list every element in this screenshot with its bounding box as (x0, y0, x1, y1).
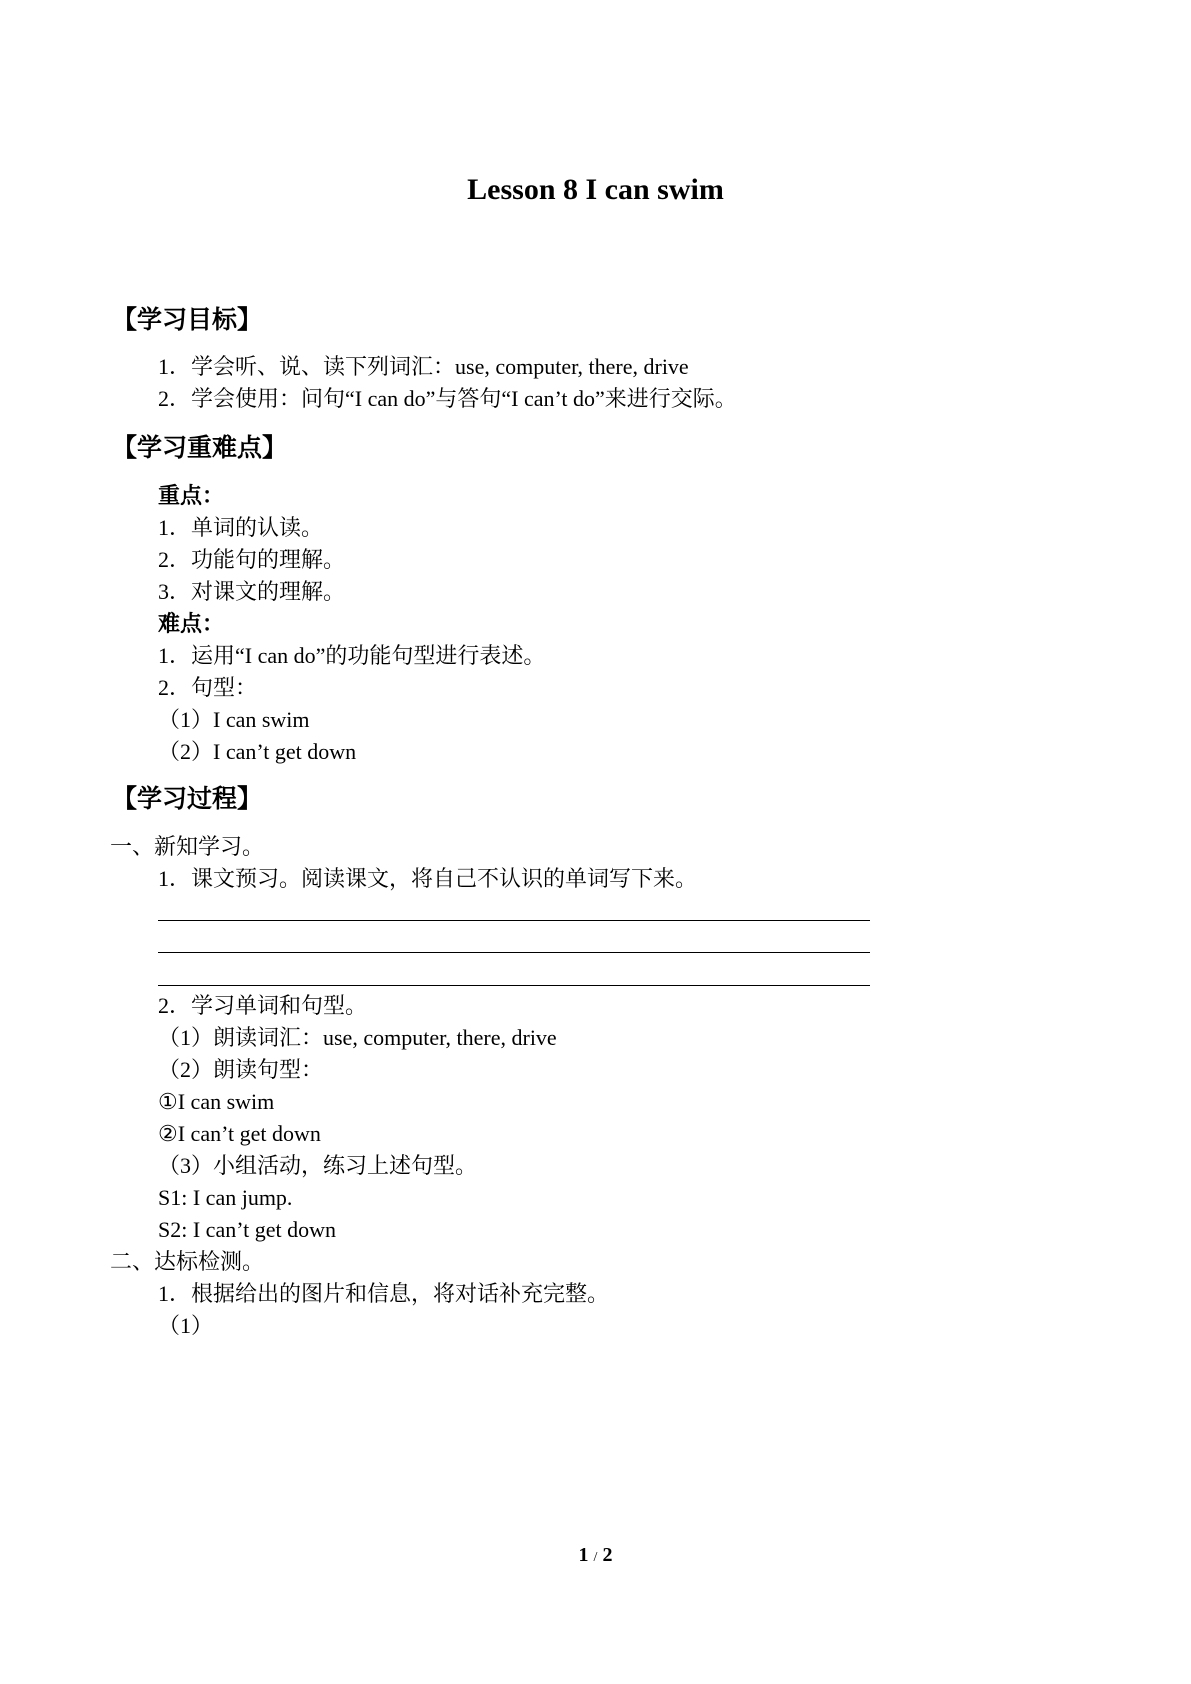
part1-dialog2: S2: I can’t get down (158, 1217, 337, 1242)
key-item-2: 2．功能句的理解。 (158, 547, 346, 572)
current-page: 1 (578, 1544, 589, 1566)
difficult-item-1: 1．运用“I can do”的功能句型进行表述。 (158, 643, 546, 668)
part2-sub1: （1） (158, 1313, 214, 1338)
objectives-heading: 【学习目标】 (112, 305, 263, 334)
part1-dialog1: S1: I can jump. (158, 1185, 293, 1210)
part1-step1: 1．课文预习。阅读课文，将自己不认识的单词写下来。 (158, 866, 698, 891)
difficult-item-4: （2）I can’t get down (158, 739, 357, 764)
key-item-3: 3．对课文的理解。 (158, 579, 346, 604)
page-title: Lesson 8 I can swim (467, 173, 724, 206)
key-item-1: 1．单词的认读。 (158, 515, 324, 540)
part1-title: 一、新知学习。 (110, 834, 265, 859)
page-separator: / (593, 1550, 598, 1565)
total-pages: 2 (602, 1544, 613, 1566)
difficult-item-3: （1）I can swim (158, 707, 310, 732)
difficult-label: 难点： (158, 611, 225, 636)
key-points-heading: 【学习重难点】 (112, 433, 288, 462)
part1-step2: 2．学习单词和句型。 (158, 993, 368, 1018)
process-heading: 【学习过程】 (112, 784, 263, 813)
key-label: 重点： (158, 483, 225, 508)
part1-sub3: （3）小组活动，练习上述句型。 (158, 1153, 478, 1178)
answer-blank-line (158, 952, 870, 953)
part1-pattern1: ①I can swim (158, 1089, 275, 1114)
part2-title: 二、达标检测。 (110, 1249, 265, 1274)
objective-item-1: 1．学会听、说、读下列词汇：use, computer, there, drive (158, 354, 689, 379)
answer-blank-line (158, 985, 870, 986)
part2-step1: 1．根据给出的图片和信息，将对话补充完整。 (158, 1281, 610, 1306)
part1-pattern2: ②I can’t get down (158, 1121, 321, 1146)
part1-sub1: （1）朗读词汇：use, computer, there, drive (158, 1025, 557, 1050)
difficult-item-2: 2．句型： (158, 675, 258, 700)
page-number (0, 1541, 1191, 1572)
part1-sub2: （2）朗读句型： (158, 1057, 324, 1082)
objective-item-2: 2．学会使用：问句“I can do”与答句“I can’t do”来进行交际。 (158, 386, 737, 411)
answer-blank-line (158, 920, 870, 921)
